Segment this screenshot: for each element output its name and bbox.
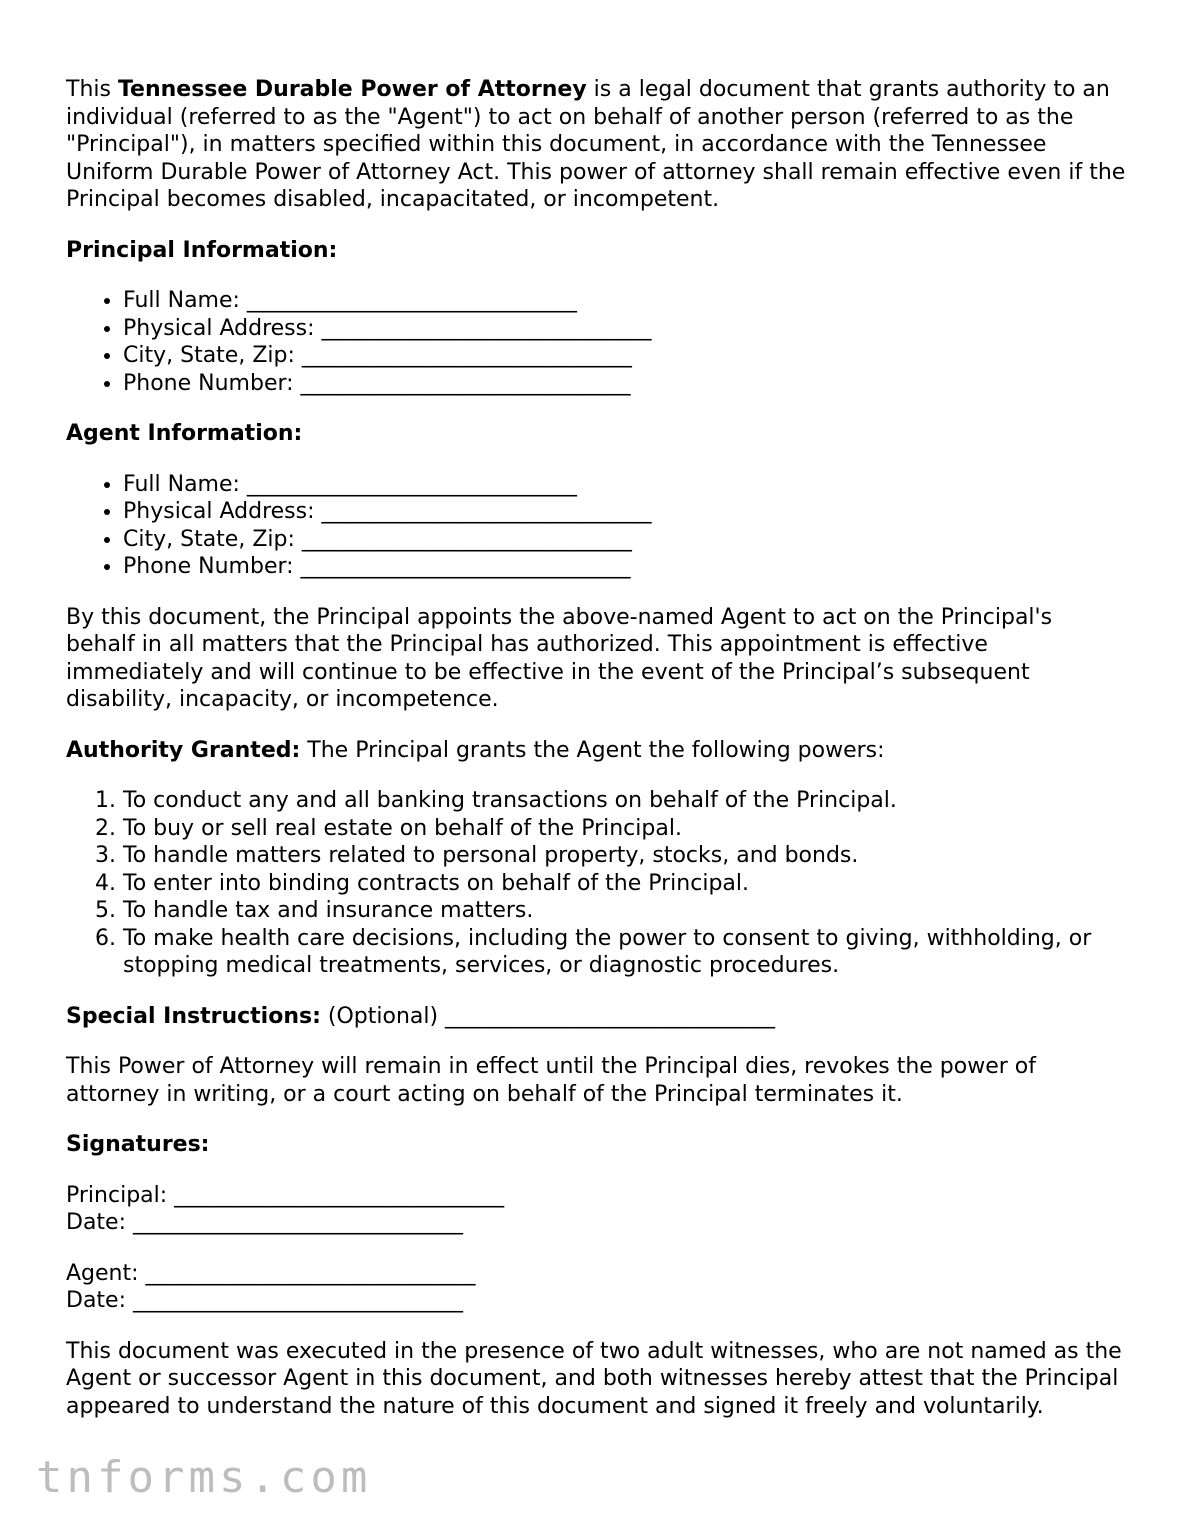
power-item: 6. To make health care decisions, including the power to consent to giving, withholding, or stopping medical treatments, services, or diagnostic procedures. xyxy=(123,925,1126,980)
principal-address-field[interactable]: • Physical Address: ______________________________ xyxy=(123,315,1126,343)
principal-signature-field[interactable]: Principal: ______________________________ xyxy=(66,1182,505,1208)
agent-info-heading: Agent Information: xyxy=(66,421,303,446)
principal-signature-block xyxy=(66,1182,1126,1237)
powers-list xyxy=(66,787,1126,980)
principal-info-heading: Principal Information: xyxy=(66,237,338,263)
special-instructions-field[interactable]: (Optional) ______________________________ xyxy=(320,1003,776,1029)
agent-signature-field[interactable]: Agent: ______________________________ xyxy=(66,1260,476,1286)
witness-paragraph: This document was executed in the presence of two adult witnesses, who are not named as the Agent or successor Agent in this document, and both witnesses hereby attest that the Principal appeared to understand the nature of this document and signed it freely and voluntarily. xyxy=(66,1338,1122,1419)
document-body xyxy=(66,76,1126,1443)
site-watermark: tnforms.com xyxy=(36,1452,372,1503)
principal-phone-field[interactable]: • Phone Number: ______________________________ xyxy=(123,370,1126,398)
power-item: 2. To buy or sell real estate on behalf of the Principal. xyxy=(123,815,1126,843)
authority-paragraph xyxy=(66,737,1126,765)
agent-city-state-zip-field[interactable]: • City, State, Zip: ______________________________ xyxy=(123,526,1126,554)
agent-phone-field[interactable]: • Phone Number: ______________________________ xyxy=(123,553,1126,581)
power-item: 1. To conduct any and all banking transactions on behalf of the Principal. xyxy=(123,787,1126,815)
special-instructions[interactable] xyxy=(66,1003,1126,1031)
authority-text: The Principal grants the Agent the following powers: xyxy=(300,737,885,763)
intro-rest: is a legal document that grants authority to an individual (referred to as the "Agent") to act on behalf of another person (referred to as the "Principal"), in matters specified within this document, in accordance with the Tennessee Uniform Durable Power of Attorney Act. This power of attorney shall remain effective even if the Principal becomes disabled, incapacitated, or incompetent. xyxy=(66,77,1126,212)
agent-signature-block xyxy=(66,1260,1126,1315)
agent-info-list xyxy=(66,471,1126,581)
power-item: 3. To handle matters related to personal property, stocks, and bonds. xyxy=(123,842,1126,870)
principal-city-state-zip-field[interactable]: • City, State, Zip: ______________________________ xyxy=(123,342,1126,370)
principal-info-list xyxy=(66,287,1126,397)
intro-lead: This xyxy=(66,77,118,102)
principal-date-field[interactable]: Date: ______________________________ xyxy=(66,1210,463,1235)
intro-paragraph xyxy=(66,76,1126,214)
agent-address-field[interactable]: • Physical Address: ______________________________ xyxy=(123,498,1126,526)
duration-paragraph: This Power of Attorney will remain in effect until the Principal dies, revokes the power of attorney in writing, or a court acting on behalf of the Principal terminates it. xyxy=(66,1054,1036,1107)
signatures-heading: Signatures: xyxy=(66,1132,210,1157)
principal-full-name-field[interactable]: • Full Name: ______________________________ xyxy=(123,287,1126,315)
document-title: Tennessee Durable Power of Attorney xyxy=(117,77,587,102)
power-item: 4. To enter into binding contracts on behalf of the Principal. xyxy=(123,870,1126,898)
authority-label: Authority Granted: xyxy=(66,737,301,763)
agent-date-field[interactable]: Date: ______________________________ xyxy=(66,1288,463,1313)
power-item: 5. To handle tax and insurance matters. xyxy=(123,897,1126,925)
special-instructions-label: Special Instructions: xyxy=(66,1003,321,1029)
agent-full-name-field[interactable]: • Full Name: ______________________________ xyxy=(123,471,1126,499)
appointment-paragraph: By this document, the Principal appoints the above-named Agent to act on the Principal's behalf in all matters that the Principal has authorized. This appointment is effective immediately and will continue to be effective in the event of the Principal’s subsequent disability, incapacity, or incompetence. xyxy=(66,604,1053,712)
